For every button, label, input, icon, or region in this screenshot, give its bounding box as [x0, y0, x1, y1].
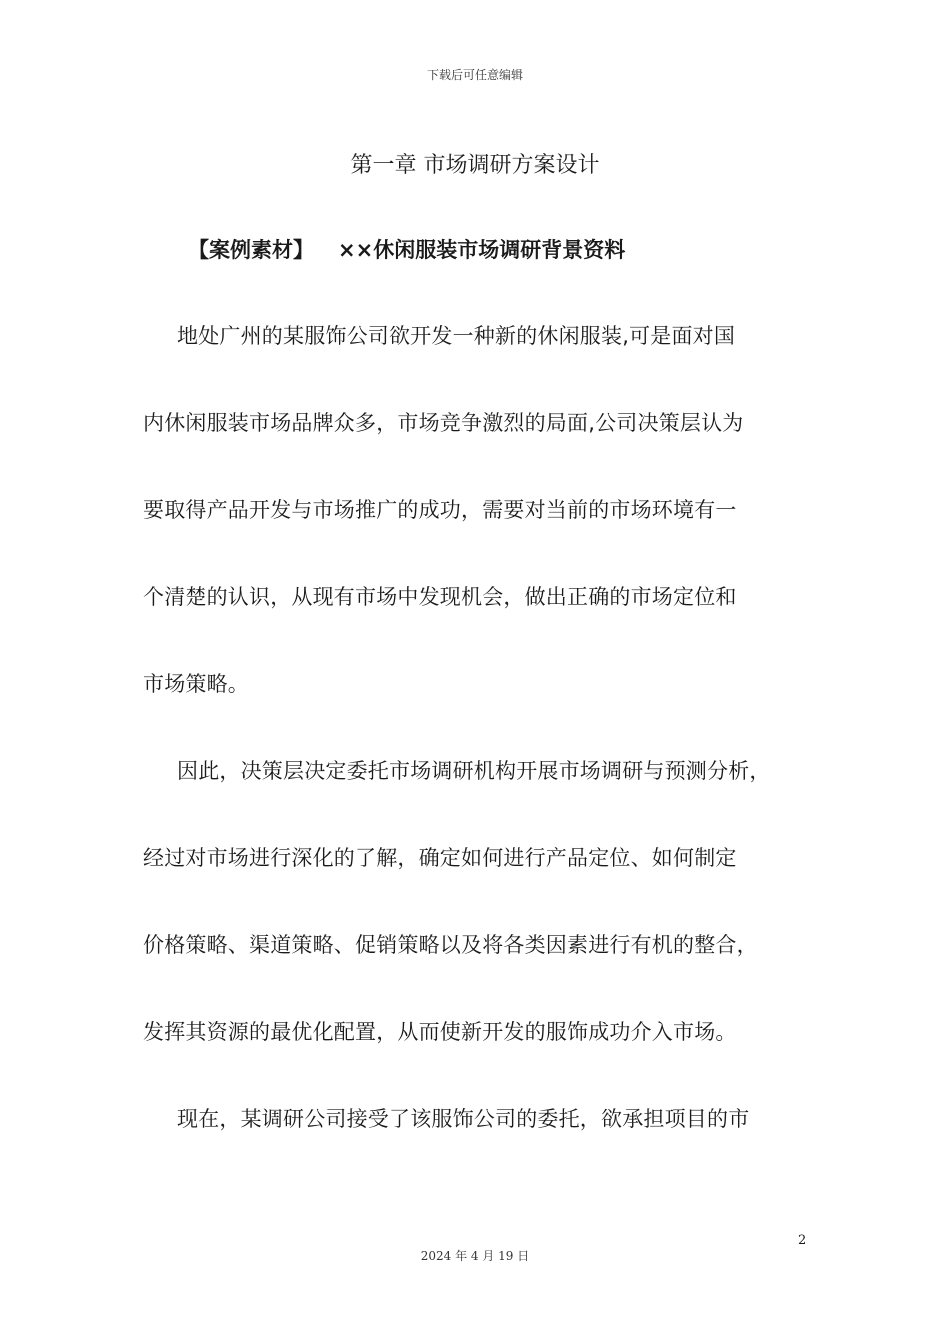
body-line-1: 地处广州的某服饰公司欲开发一种新的休闲服装,可是面对国 [177, 324, 736, 348]
body-line-10: 现在，某调研公司接受了该服饰公司的委托，欲承担项目的市 [177, 1107, 750, 1131]
page-footer-date: 2024 年 4 月 19 日 [420, 1249, 530, 1263]
body-line-2: 内休闲服装市场品牌众多，市场竞争激烈的局面,公司决策层认为 [143, 411, 744, 435]
page-number: 2 [798, 1233, 807, 1248]
page-header: 下载后可任意编辑 [426, 68, 523, 82]
body-line-3: 要取得产品开发与市场推广的成功，需要对当前的市场环境有一 [143, 498, 737, 522]
chapter-title: 第一章 市场调研方案设计 [350, 153, 600, 178]
case-title: ××休闲服装市场调研背景资料 [338, 238, 626, 262]
body-line-9: 发挥其资源的最优化配置，从而使新开发的服饰成功介入市场。 [143, 1020, 737, 1044]
body-line-7: 经过对市场进行深化的了解，确定如何进行产品定位、如何制定 [143, 846, 737, 870]
case-heading [188, 234, 625, 264]
body-line-4: 个清楚的认识，从现有市场中发现机会，做出正确的市场定位和 [143, 585, 737, 609]
body-line-6: 因此，决策层决定委托市场调研机构开展市场调研与预测分析， [177, 759, 771, 783]
case-tag: 【案例素材】 [188, 238, 314, 262]
body-line-8: 价格策略、渠道策略、促销策略以及将各类因素进行有机的整合， [143, 933, 758, 957]
body-line-5: 市场策略。 [143, 672, 249, 696]
